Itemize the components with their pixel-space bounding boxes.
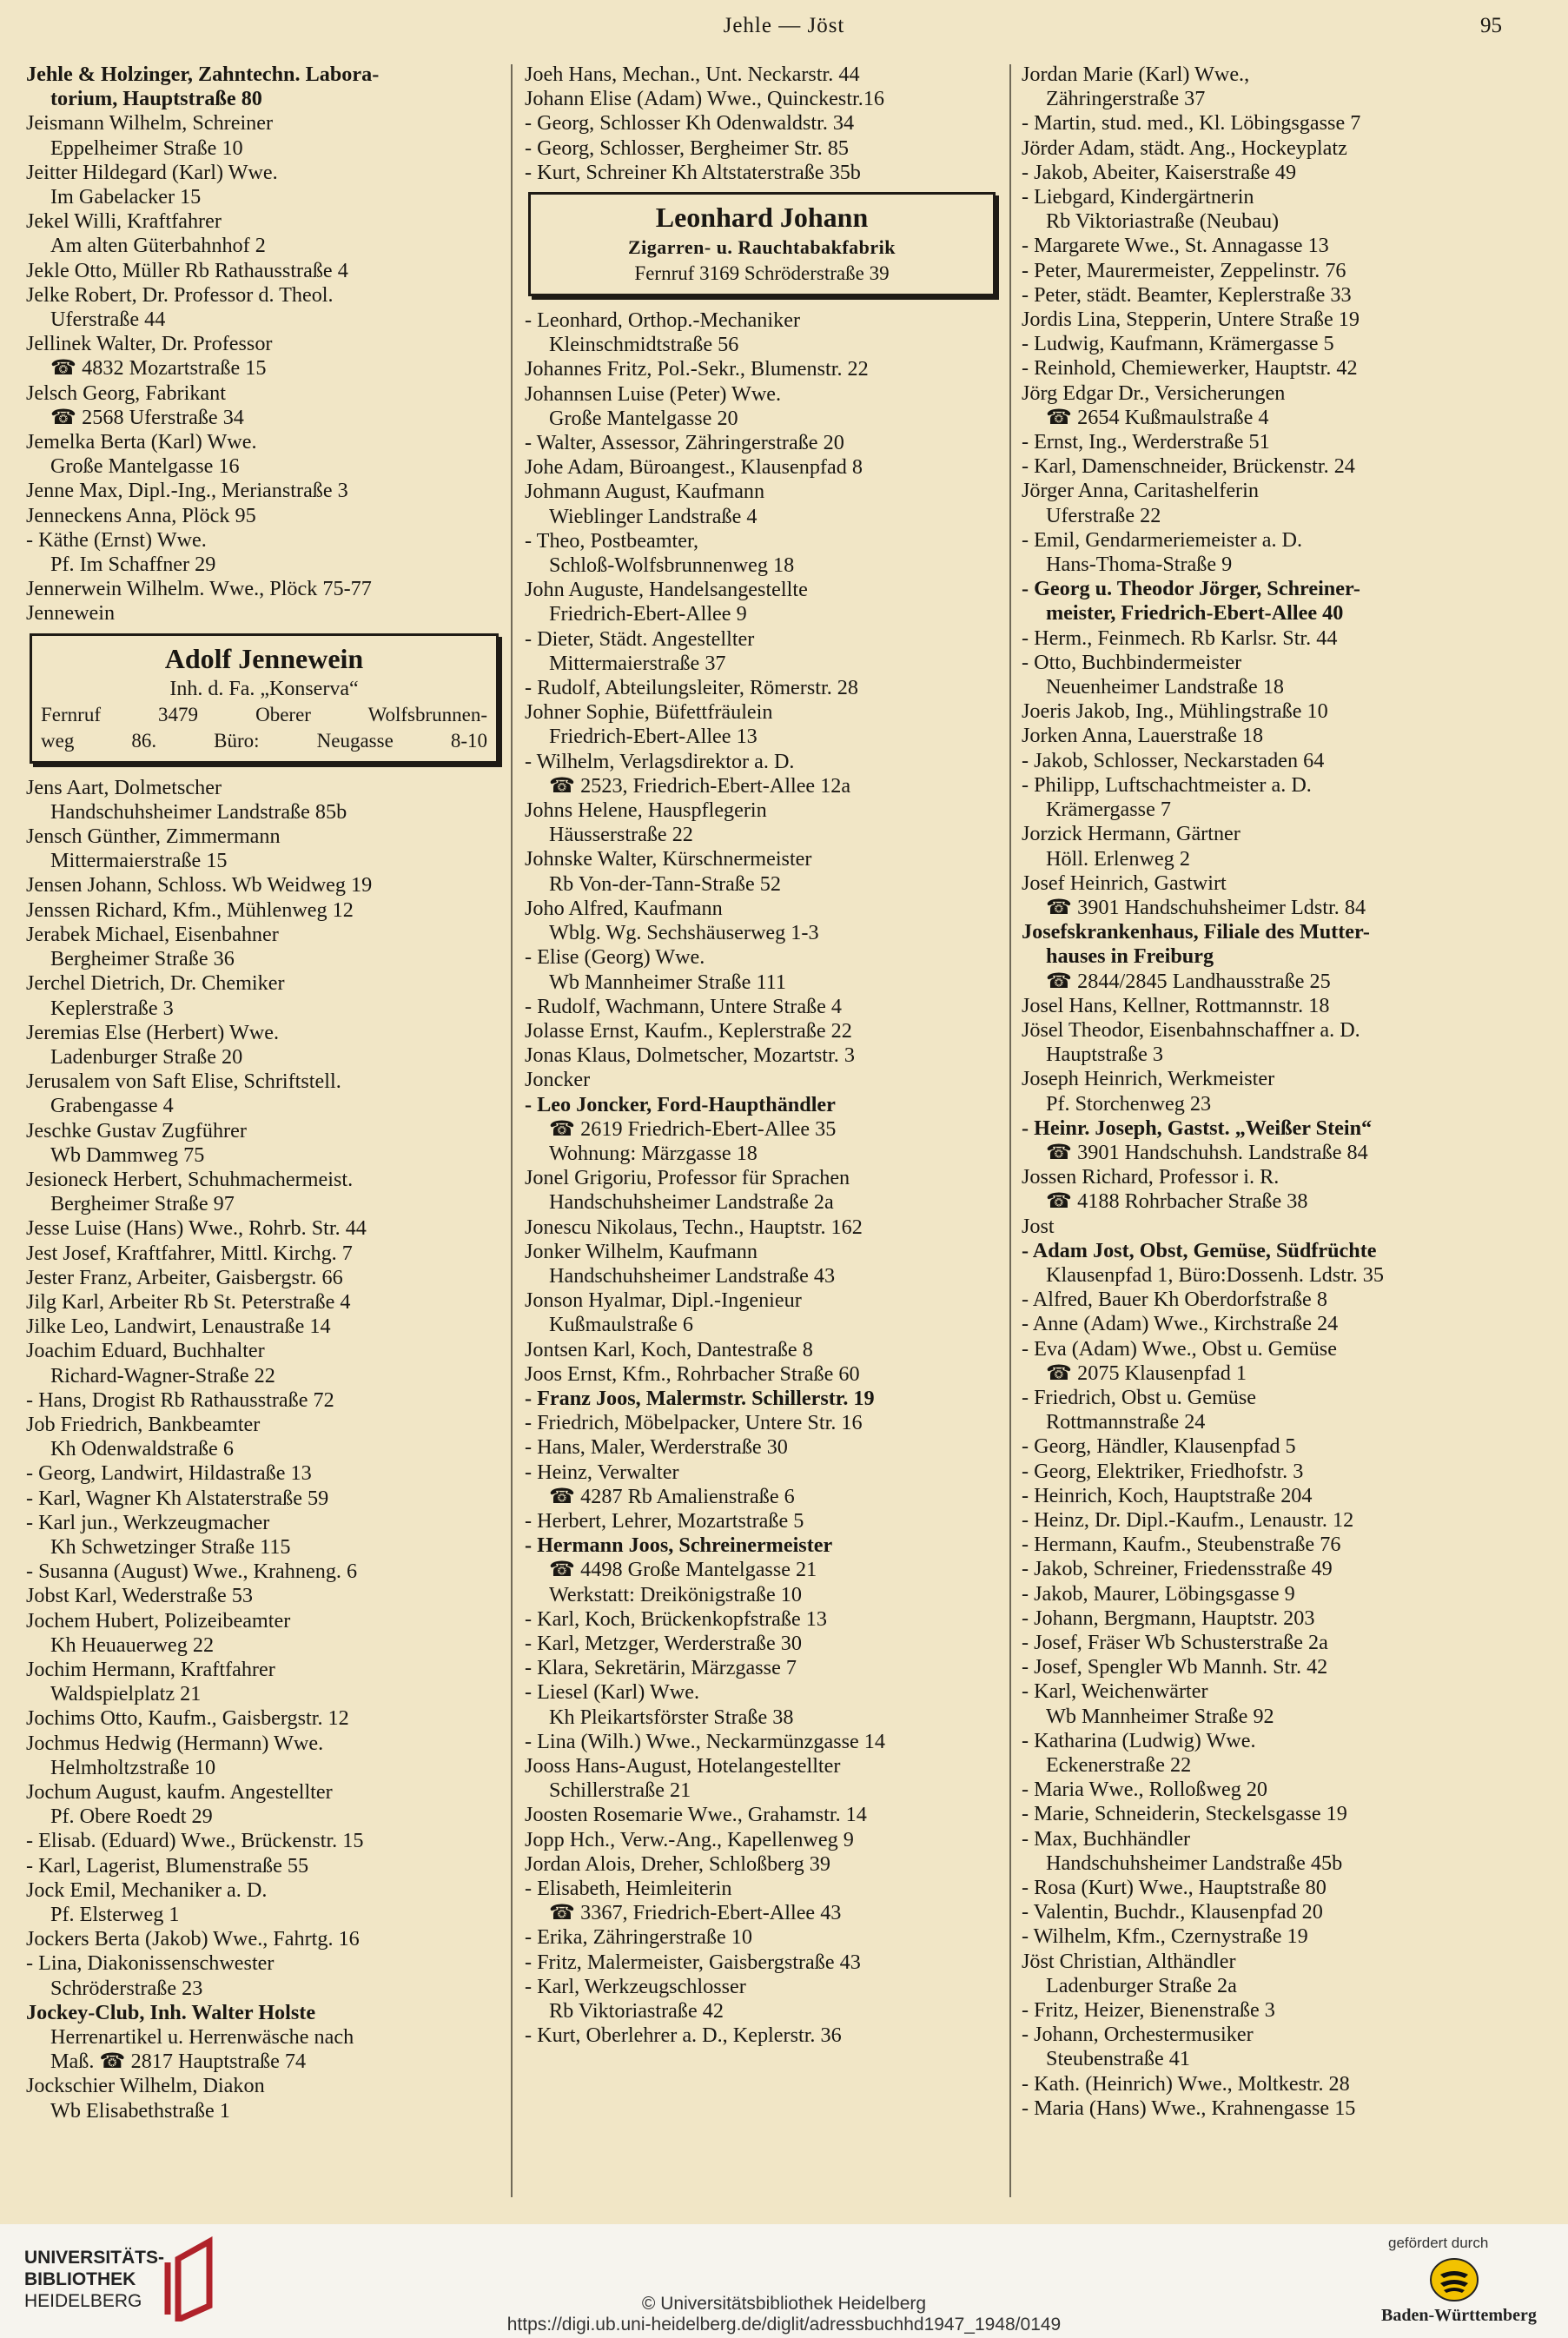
directory-entry: Jonson Hyalmar, Dipl.-Ingenieur (525, 1288, 802, 1313)
directory-entry: Jontsen Karl, Koch, Dantestraße 8 (525, 1337, 813, 1361)
directory-entry: Jemelka Berta (Karl) Wwe. (26, 430, 257, 454)
directory-entry: Jeismann Wilhelm, Schreiner (26, 111, 274, 136)
directory-entry: Johannsen Luise (Peter) Wwe. (525, 381, 782, 406)
directory-entry: Johe Adam, Büroangest., Klausenpfad 8 (525, 455, 863, 480)
directory-entry: Jockers Berta (Jakob) Wwe., Fahrtg. 16 (26, 1927, 360, 1951)
directory-entry: Rottmannstraße 24 (1046, 1410, 1206, 1434)
directory-entry: Joeris Jakob, Ing., Mühlingstraße 10 (1022, 699, 1328, 724)
directory-entry: - Adam Jost, Obst, Gemüse, Südfrüchte (1022, 1238, 1377, 1262)
advertisement-subtitle: Zigarren- u. Rauchtabakfabrik (627, 236, 896, 259)
directory-entry: - Walter, Assessor, Zähringerstraße 20 (525, 431, 844, 455)
directory-entry: Pf. Storchenweg 23 (1046, 1091, 1212, 1116)
directory-entry: - Reinhold, Chemiewerker, Hauptstr. 42 (1022, 356, 1358, 381)
directory-entry: Wohnung: Märzgasse 18 (549, 1141, 758, 1165)
directory-entry: Jöst Christian, Althändler (1022, 1949, 1236, 1973)
directory-entry: Johner Sophie, Büfettfräulein (525, 700, 773, 725)
directory-entry: Jooss Hans-August, Hotelangestellter (525, 1754, 841, 1778)
directory-entry: Schillerstraße 21 (549, 1778, 691, 1803)
directory-entry: - Jakob, Schreiner, Friedensstraße 49 (1022, 1557, 1333, 1581)
directory-entry: - Fritz, Heizer, Bienenstraße 3 (1022, 1998, 1275, 2023)
directory-entry: Kh Pleikartsförster Straße 38 (549, 1705, 794, 1729)
directory-entry: Joos Ernst, Kfm., Rohrbacher Straße 60 (525, 1361, 860, 1386)
advertisement-box (30, 633, 499, 764)
directory-entry: Jekel Willi, Kraftfahrer (26, 209, 222, 234)
directory-entry: - Emil, Gendarmeriemeister a. D. (1022, 527, 1303, 552)
directory-entry: Höll. Erlenweg 2 (1046, 846, 1190, 871)
directory-entry: Wb Mannheimer Straße 92 (1046, 1704, 1274, 1728)
directory-entry: - Kurt, Oberlehrer a. D., Keplerstr. 36 (525, 2023, 842, 2048)
library-name-line3: HEIDELBERG (24, 2291, 142, 2311)
directory-entry: - Peter, städt. Beamter, Keplerstraße 33 (1022, 282, 1352, 307)
directory-entry: Jekle Otto, Müller Rb Rathausstraße 4 (26, 258, 348, 282)
directory-entry: Pf. Obere Roedt 29 (50, 1805, 213, 1829)
directory-entry: Pf. Elsterweg 1 (50, 1903, 180, 1927)
directory-entry: - Fritz, Malermeister, Gaisbergstraße 43 (525, 1950, 861, 1974)
directory-entry: ☎ 4832 Mozartstraße 15 (50, 356, 267, 381)
directory-entry: Josel Hans, Kellner, Rottmannstr. 18 (1022, 993, 1330, 1017)
directory-entry: Wblg. Wg. Sechshäuserweg 1-3 (549, 921, 819, 945)
directory-entry: Jerusalem von Saft Elise, Schriftstell. (26, 1070, 341, 1094)
directory-entry: - Herbert, Lehrer, Mozartstraße 5 (525, 1508, 804, 1533)
directory-entry: Schröderstraße 23 (50, 1976, 203, 2000)
directory-entry: Kußmaulstraße 6 (549, 1313, 693, 1337)
directory-entry: Jockey-Club, Inh. Walter Holste (26, 2000, 316, 2024)
directory-entry: Helmholtzstraße 10 (50, 1755, 216, 1779)
directory-entry: John Auguste, Handelsangestellte (525, 578, 808, 602)
directory-entry: Johnske Walter, Kürschnermeister (525, 847, 812, 871)
directory-entry: Jockschier Wilhelm, Diakon (26, 2074, 265, 2098)
directory-entry: Ladenburger Straße 2a (1046, 1973, 1237, 1997)
directory-entry: Handschuhsheimer Landstraße 2a (549, 1190, 834, 1215)
directory-entry: - Martin, stud. med., Kl. Löbingsgasse 7 (1022, 111, 1361, 136)
directory-entry: - Elise (Georg) Wwe. (525, 945, 705, 970)
advertisement-line: Fernruf 3479 Oberer Wolfsbrunnen- (41, 703, 487, 725)
directory-entry: Hans-Thoma-Straße 9 (1046, 553, 1233, 577)
directory-entry: Schloß-Wolfsbrunnenweg 18 (549, 553, 795, 578)
directory-entry: ☎ 4188 Rohrbacher Straße 38 (1046, 1189, 1308, 1214)
directory-entry: Joachim Eduard, Buchhalter (26, 1339, 265, 1363)
directory-entry: Johann Elise (Adam) Wwe., Quinckestr.16 (525, 87, 885, 111)
directory-entry: Jesioneck Herbert, Schuhmachermeist. (26, 1167, 354, 1191)
directory-entry: - Erika, Zähringerstraße 10 (525, 1925, 752, 1950)
directory-entry: - Hermann, Kaufm., Steubenstraße 76 (1022, 1533, 1341, 1557)
directory-entry: - Valentin, Buchdr., Klausenpfad 20 (1022, 1900, 1323, 1924)
directory-entry: Eppelheimer Straße 10 (50, 136, 243, 160)
advertisement-line: Fernruf 3169 Schröderstraße 39 (634, 262, 890, 285)
directory-entry: Große Mantelgasse 16 (50, 454, 240, 479)
directory-entry: - Rudolf, Wachmann, Untere Straße 4 (525, 994, 843, 1018)
directory-entry: Bergheimer Straße 97 (50, 1192, 235, 1216)
directory-entry: Johns Helene, Hauspflegerin (525, 798, 767, 823)
directory-entry: Kh Schwetzinger Straße 115 (50, 1534, 291, 1559)
directory-column-3 (1022, 63, 1501, 2121)
directory-entry: Wieblinger Landstraße 4 (549, 504, 758, 528)
directory-entry: Jochum August, kaufm. Angestellter (26, 1780, 333, 1804)
directory-entry: - Leo Joncker, Ford-Haupthändler (525, 1092, 836, 1116)
directory-entry: Jenne Max, Dipl.-Ing., Merianstraße 3 (26, 479, 348, 503)
directory-entry: - Georg, Elektriker, Friedhofstr. 3 (1022, 1459, 1304, 1483)
directory-entry: - Georg, Schlosser, Bergheimer Str. 85 (525, 136, 849, 160)
directory-entry: Job Friedrich, Bankbeamter (26, 1412, 261, 1436)
directory-entry: ☎ 3901 Handschuhsheimer Ldstr. 84 (1046, 895, 1366, 919)
directory-entry: Jensch Günther, Zimmermann (26, 825, 281, 849)
directory-entry: - Elisabeth, Heimleiterin (525, 1877, 732, 1901)
directory-entry: - Elisab. (Eduard) Wwe., Brückenstr. 15 (26, 1829, 364, 1853)
directory-entry: Jeitter Hildegard (Karl) Wwe. (26, 160, 278, 184)
directory-entry: Jörger Anna, Caritashelferin (1022, 479, 1259, 503)
directory-entry: ☎ 2844/2845 Landhausstraße 25 (1046, 969, 1331, 993)
directory-entry: - Heinr. Joseph, Gastst. „Weißer Stein“ (1022, 1116, 1373, 1140)
directory-entry: ☎ 2654 Kußmaulstraße 4 (1046, 405, 1269, 429)
directory-entry: - Georg, Händler, Klausenpfad 5 (1022, 1434, 1296, 1459)
directory-entry: Häusserstraße 22 (549, 823, 693, 847)
directory-entry: Jonker Wilhelm, Kaufmann (525, 1239, 758, 1263)
directory-entry: Uferstraße 44 (50, 308, 166, 332)
directory-entry: - Karl, Wagner Kh Alstaterstraße 59 (26, 1486, 329, 1510)
directory-entry: Jenneckens Anna, Plöck 95 (26, 503, 256, 527)
directory-entry: - Georg, Schlosser Kh Odenwaldstr. 34 (525, 111, 855, 136)
directory-entry: - Susanna (August) Wwe., Krahneng. 6 (26, 1560, 358, 1584)
directory-entry: ☎ 4498 Große Mantelgasse 21 (549, 1558, 817, 1582)
directory-entry: - Hans, Drogist Rb Rathausstraße 72 (26, 1388, 334, 1412)
directory-entry: - Jakob, Schlosser, Neckarstaden 64 (1022, 748, 1325, 772)
directory-entry: - Liesel (Karl) Wwe. (525, 1680, 700, 1705)
directory-entry: Johmann August, Kaufmann (525, 480, 765, 504)
directory-entry: - Max, Buchhändler (1022, 1826, 1191, 1851)
directory-entry: - Klara, Sekretärin, Märzgasse 7 (525, 1656, 797, 1680)
directory-entry: Jorzick Hermann, Gärtner (1022, 822, 1241, 846)
directory-entry: Jest Josef, Kraftfahrer, Mittl. Kirchg. 7 (26, 1241, 353, 1265)
directory-entry: - Liebgard, Kindergärtnerin (1022, 185, 1254, 209)
directory-entry: ☎ 3901 Handschuhsh. Landstraße 84 (1046, 1140, 1368, 1164)
directory-entry: Steubenstraße 41 (1046, 2047, 1190, 2071)
advertisement-name: Adolf Jennewein (164, 642, 364, 674)
directory-entry: Bergheimer Straße 36 (50, 947, 235, 971)
directory-entry: - Jakob, Maurer, Löbingsgasse 9 (1022, 1581, 1295, 1606)
directory-entry: - Marie, Schneiderin, Steckelsgasse 19 (1022, 1802, 1347, 1826)
directory-entry: - Karl, Damenschneider, Brückenstr. 24 (1022, 454, 1355, 479)
directory-entry: Jennerwein Wilhelm. Wwe., Plöck 75-77 (26, 577, 372, 601)
directory-entry: Jelke Robert, Dr. Professor d. Theol. (26, 282, 334, 307)
running-header (0, 12, 1568, 47)
copyright-text: © Universitätsbibliothek Heidelberg (641, 2294, 927, 2314)
directory-entry: ☎ 3367, Friedrich-Ebert-Allee 43 (549, 1901, 842, 1925)
directory-entry: - Ernst, Ing., Werderstraße 51 (1022, 430, 1270, 454)
directory-entry: Jochem Hubert, Polizeibeamter (26, 1608, 291, 1633)
directory-entry: Rb Von-der-Tann-Straße 52 (549, 871, 781, 896)
directory-entry: - Johann, Orchestermusiker (1022, 2023, 1254, 2047)
directory-entry: Jens Aart, Dolmetscher (26, 775, 222, 799)
header-title: Jehle — Jöst (723, 14, 845, 37)
directory-entry: Jonescu Nikolaus, Techn., Hauptstr. 162 (525, 1215, 863, 1239)
directory-entry: - Heinz, Dr. Dipl.-Kaufm., Lenaustr. 12 (1022, 1507, 1354, 1532)
directory-entry: Maß. ☎ 2817 Hauptstraße 74 (50, 2050, 307, 2074)
directory-entry: ☎ 2568 Uferstraße 34 (50, 405, 244, 429)
directory-entry: - Georg, Landwirt, Hildastraße 13 (26, 1461, 312, 1486)
directory-entry: - Alfred, Bauer Kh Oberdorfstraße 8 (1022, 1288, 1327, 1312)
directory-entry: Wb Mannheimer Straße 111 (549, 970, 786, 994)
directory-entry: Jordis Lina, Stepperin, Untere Straße 19 (1022, 308, 1360, 332)
advertisement-box (528, 192, 996, 296)
directory-entry: - Peter, Maurermeister, Zeppelinstr. 76 (1022, 258, 1346, 282)
directory-entry: meister, Friedrich-Ebert-Allee 40 (1046, 601, 1344, 626)
directory-entry: Jörder Adam, städt. Ang., Hockeyplatz (1022, 136, 1347, 160)
directory-entry: - Karl, Werkzeugschlosser (525, 1974, 746, 1998)
directory-entry: Johannes Fritz, Pol.-Sekr., Blumenstr. 22 (525, 357, 869, 381)
directory-entry: Grabengasse 4 (50, 1094, 174, 1118)
directory-entry: ☎ 2523, Friedrich-Ebert-Allee 12a (549, 773, 851, 798)
directory-entry: Jörg Edgar Dr., Versicherungen (1022, 381, 1286, 405)
directory-entry: Jobst Karl, Wederstraße 53 (26, 1584, 253, 1608)
advertisement-line: weg 86. Büro: Neugasse 8-10 (41, 729, 487, 752)
directory-entry: Herrenartikel u. Herrenwäsche nach (50, 2025, 354, 2050)
directory-entry: - Josef, Fräser Wb Schusterstraße 2a (1022, 1631, 1328, 1654)
directory-column-2 (525, 63, 999, 2048)
directory-entry: Kleinschmidtstraße 56 (549, 333, 739, 357)
directory-column-1 (26, 63, 502, 2123)
directory-entry: Jenssen Richard, Kfm., Mühlenweg 12 (26, 897, 354, 922)
directory-entry: Josefskrankenhaus, Filiale des Mutter- (1022, 920, 1370, 944)
directory-entry: Jochmus Hedwig (Hermann) Wwe. (26, 1731, 324, 1755)
directory-entry: Jost (1022, 1214, 1055, 1238)
directory-entry: - Jakob, Abeiter, Kaiserstraße 49 (1022, 160, 1297, 184)
advertisement-subtitle: Inh. d. Fa. „Konserva“ (169, 677, 359, 700)
directory-entry: - Karl, Lagerist, Blumenstraße 55 (26, 1853, 309, 1878)
directory-entry: Rb Viktoriastraße 42 (549, 1999, 724, 2023)
directory-entry: Keplerstraße 3 (50, 996, 174, 1020)
directory-entry: - Kath. (Heinrich) Wwe., Moltkestr. 28 (1022, 2071, 1350, 2096)
directory-entry: Jensen Johann, Schloss. Wb Weidweg 19 (26, 873, 373, 897)
directory-entry: - Otto, Buchbindermeister (1022, 650, 1242, 674)
directory-entry: Jopp Hch., Verw.-Ang., Kapellenweg 9 (525, 1827, 854, 1851)
directory-entry: Handschuhsheimer Landstraße 43 (549, 1263, 836, 1288)
directory-entry: Eckenerstraße 22 (1046, 1753, 1192, 1778)
directory-entry: - Katharina (Ludwig) Wwe. (1022, 1728, 1256, 1752)
directory-entry: - Eva (Adam) Wwe., Obst u. Gemüse (1022, 1336, 1337, 1361)
directory-entry: Jochim Hermann, Kraftfahrer (26, 1657, 275, 1681)
library-name-line2: BIBLIOTHEK (24, 2269, 136, 2289)
directory-entry: ☎ 4287 Rb Amalienstraße 6 (549, 1484, 795, 1508)
directory-entry: Kh Heuauerweg 22 (50, 1633, 215, 1657)
directory-entry: Im Gabelacker 15 (50, 185, 202, 209)
funded-by-label: gefördert durch (1388, 2235, 1489, 2251)
directory-entry: hauses in Freiburg (1046, 944, 1214, 969)
directory-entry: Hauptstraße 3 (1046, 1043, 1164, 1067)
directory-entry: Wb Dammweg 75 (50, 1143, 205, 1167)
directory-entry: Ladenburger Straße 20 (50, 1044, 243, 1069)
directory-entry: Am alten Güterbahnhof 2 (50, 234, 266, 258)
directory-entry: torium, Hauptstraße 80 (50, 87, 262, 111)
directory-entry: - Anne (Adam) Wwe., Kirchstraße 24 (1022, 1312, 1339, 1336)
directory-entry: Joho Alfred, Kaufmann (525, 896, 723, 920)
directory-entry: - Heinrich, Koch, Hauptstraße 204 (1022, 1483, 1313, 1507)
directory-entry: - Ludwig, Kaufmann, Krämergasse 5 (1022, 332, 1334, 356)
advertisement-name: Leonhard Johann (655, 202, 869, 234)
directory-entry: - Maria (Hans) Wwe., Krahnengasse 15 (1022, 2096, 1356, 2120)
column-divider (511, 64, 513, 2197)
source-url-link[interactable]: https://digi.ub.uni-heidelberg.de/diglit/adressbuchhd1947_1948/0149 (506, 2315, 1062, 2335)
directory-entry: Pf. Im Schaffner 29 (50, 553, 216, 577)
directory-entry: - Karl, Koch, Brückenkopfstraße 13 (525, 1606, 827, 1631)
directory-entry: Rb Viktoriastraße (Neubau) (1046, 209, 1280, 234)
directory-entry: Werkstatt: Dreikönigstraße 10 (549, 1582, 802, 1606)
directory-entry: - Franz Joos, Malermstr. Schillerstr. 19 (525, 1386, 875, 1410)
library-name-line1: UNIVERSITÄTS- (24, 2248, 165, 2268)
directory-entry: - Leonhard, Orthop.-Mechaniker (525, 308, 801, 333)
directory-entry: - Dieter, Städt. Angestellter (525, 626, 755, 651)
directory-entry: - Hermann Joos, Schreinermeister (525, 1533, 833, 1558)
directory-entry: Wb Elisabethstraße 1 (50, 2098, 230, 2123)
directory-entry: - Karl jun., Werkzeugmacher (26, 1510, 270, 1534)
directory-entry: Jordan Marie (Karl) Wwe., (1022, 63, 1250, 86)
directory-entry: Jelsch Georg, Fabrikant (26, 381, 226, 405)
directory-entry: Jock Emil, Mechaniker a. D. (26, 1878, 268, 1902)
directory-entry: Jeremias Else (Herbert) Wwe. (26, 1020, 280, 1044)
sponsor-name: Baden-Württemberg (1381, 2306, 1537, 2325)
directory-entry: Mittermaierstraße 15 (50, 849, 228, 873)
directory-entry: ☎ 2075 Klausenpfad 1 (1046, 1361, 1247, 1385)
directory-entry: Uferstraße 22 (1046, 503, 1161, 527)
directory-entry: - Friedrich, Möbelpacker, Untere Str. 16 (525, 1411, 863, 1435)
page-number: 95 (1480, 14, 1502, 37)
directory-entry: - Lina (Wilh.) Wwe., Neckarmünzgasse 14 (525, 1729, 885, 1753)
directory-entry: Jerchel Dietrich, Dr. Chemiker (26, 971, 285, 996)
directory-entry: Handschuhsheimer Landstraße 45b (1046, 1851, 1343, 1875)
directory-entry: - Karl, Weichenwärter (1022, 1679, 1208, 1704)
directory-entry: Kh Odenwaldstraße 6 (50, 1437, 234, 1461)
directory-entry: Jösel Theodor, Eisenbahnschaffner a. D. (1022, 1017, 1360, 1042)
directory-entry: Jordan Alois, Dreher, Schloßberg 39 (525, 1851, 830, 1876)
column-divider (1009, 64, 1011, 2197)
directory-entry: Jochims Otto, Kaufm., Gaisbergstr. 12 (26, 1706, 349, 1731)
directory-entry: - Käthe (Ernst) Wwe. (26, 527, 207, 552)
directory-entry: - Margarete Wwe., St. Annagasse 13 (1022, 234, 1329, 258)
directory-entry: - Josef, Spengler Wb Mannh. Str. 42 (1022, 1655, 1328, 1679)
directory-entry: Jesse Luise (Hans) Wwe., Rohrb. Str. 44 (26, 1216, 367, 1241)
directory-entry: - Theo, Postbeamter, (525, 528, 699, 553)
directory-entry: Jilg Karl, Arbeiter Rb St. Peterstraße 4 (26, 1289, 351, 1314)
directory-entry: Große Mantelgasse 20 (549, 406, 738, 430)
directory-entry: Jellinek Walter, Dr. Professor (26, 332, 273, 356)
directory-entry: Handschuhsheimer Landstraße 85b (50, 799, 347, 824)
directory-entry: - Hans, Maler, Werderstraße 30 (525, 1435, 788, 1460)
directory-entry: - Philipp, Luftschachtmeister a. D. (1022, 772, 1312, 797)
directory-entry: Joncker (525, 1068, 591, 1092)
directory-entry: Jorken Anna, Lauerstraße 18 (1022, 724, 1264, 748)
directory-entry: Jester Franz, Arbeiter, Gaisbergstr. 66 (26, 1265, 343, 1289)
directory-entry: - Maria Wwe., Rolloßweg 20 (1022, 1778, 1268, 1802)
directory-entry: Jerabek Michael, Eisenbahner (26, 922, 279, 946)
directory-entry: Jolasse Ernst, Kaufm., Keplerstraße 22 (525, 1018, 852, 1043)
directory-entry: - Wilhelm, Verlagsdirektor a. D. (525, 749, 795, 773)
directory-entry: - Herm., Feinmech. Rb Karlsr. Str. 44 (1022, 626, 1338, 650)
directory-entry: Zähringerstraße 37 (1046, 87, 1206, 111)
directory-entry: - Friedrich, Obst u. Gemüse (1022, 1385, 1257, 1409)
directory-entry: Neuenheimer Landstraße 18 (1046, 675, 1285, 699)
directory-entry: Joeh Hans, Mechan., Unt. Neckarstr. 44 (525, 63, 860, 86)
directory-entry: - Rosa (Kurt) Wwe., Hauptstraße 80 (1022, 1876, 1327, 1900)
directory-entry: ☎ 2619 Friedrich-Ebert-Allee 35 (549, 1116, 837, 1141)
directory-entry: - Georg u. Theodor Jörger, Schreiner- (1022, 577, 1360, 601)
directory-entry: Jilke Leo, Landwirt, Lenaustraße 14 (26, 1315, 331, 1339)
directory-entry: Jonel Grigoriu, Professor für Sprachen (525, 1166, 850, 1190)
directory-entry: Jeschke Gustav Zugführer (26, 1118, 247, 1143)
directory-entry: Joosten Rosemarie Wwe., Grahamstr. 14 (525, 1803, 867, 1827)
state-coat-of-arms-icon (1430, 2257, 1479, 2302)
directory-entry: - Lina, Diakonissenschwester (26, 1951, 275, 1976)
directory-entry: - Wilhelm, Kfm., Czernystraße 19 (1022, 1924, 1308, 1949)
directory-entry: Jossen Richard, Professor i. R. (1022, 1165, 1280, 1189)
directory-entry: - Rudolf, Abteilungsleiter, Römerstr. 28 (525, 676, 858, 700)
directory-entry: Jennewein (26, 601, 116, 626)
directory-entry: Josef Heinrich, Gastwirt (1022, 871, 1227, 895)
directory-entry: Friedrich-Ebert-Allee 13 (549, 725, 758, 749)
directory-entry: Mittermaierstraße 37 (549, 651, 726, 675)
directory-entry: Krämergasse 7 (1046, 798, 1171, 822)
directory-entry: Joseph Heinrich, Werkmeister (1022, 1067, 1275, 1091)
directory-entry: Waldspielplatz 21 (50, 1682, 202, 1706)
directory-entry: - Johann, Bergmann, Hauptstr. 203 (1022, 1606, 1315, 1630)
directory-entry: - Kurt, Schreiner Kh Altstaterstraße 35b (525, 160, 861, 184)
directory-entry: - Karl, Metzger, Werderstraße 30 (525, 1631, 802, 1655)
directory-entry: Richard-Wagner-Straße 22 (50, 1363, 275, 1388)
directory-entry: Jehle & Holzinger, Zahntechn. Labora- (26, 63, 380, 86)
directory-entry: Klausenpfad 1, Büro:Dossenh. Ldstr. 35 (1046, 1262, 1384, 1287)
directory-entry: - Heinz, Verwalter (525, 1460, 679, 1484)
directory-entry: Jonas Klaus, Dolmetscher, Mozartstr. 3 (525, 1043, 855, 1068)
directory-entry: Friedrich-Ebert-Allee 9 (549, 602, 747, 626)
